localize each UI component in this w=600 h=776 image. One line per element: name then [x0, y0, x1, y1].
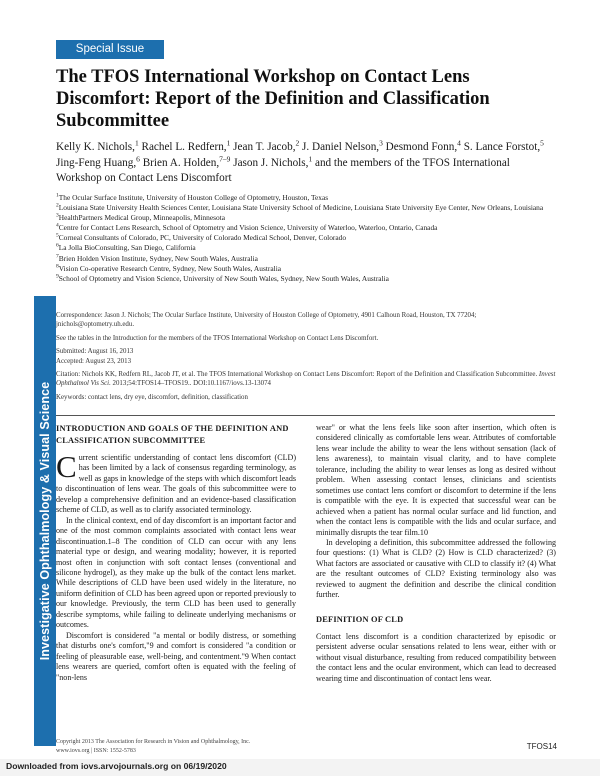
author-name: Jason J. Nichols, [230, 156, 309, 169]
affiliation-text: Vision Co-operative Research Centre, Sydney, New South Wales, Australia [58, 263, 282, 273]
affiliation-number: 5 [56, 232, 59, 239]
author-name: J. Daniel Nelson, [299, 141, 380, 153]
affiliation-item [56, 243, 556, 253]
affiliation-number: 3 [56, 212, 59, 219]
special-issue-badge: Special Issue [56, 40, 164, 59]
affiliation-text: Louisiana State University Health Sciences Center, Louisiana State University School of Medicine, Louisiana State University Eye Center, New Orleans, Louisiana [58, 203, 544, 213]
author-affil-mark: 5 [540, 138, 544, 148]
issn-line: www.iovs.org | ISSN: 1552-5783 [56, 747, 136, 754]
section-heading-definition: DEFINITION OF CLD [316, 614, 404, 624]
body-column-left [56, 423, 296, 683]
correspondence: Correspondence: Jason J. Nichols; The Ocular Surface Institute, University of Houston College of Optometry, 4901 Calhoun Road, Houston, TX 77204; jnichols@optometry.uh.edu. [56, 312, 477, 329]
affiliation-item [56, 274, 556, 284]
body-paragraph: wear" or what the lens feels like soon after insertion, which often is considered clinically as comfortable lens wear. Attributes of comfortable lens wear include the ability to wear the lens without sensation (lack of lens awareness), to maintain visual clarity, and to have complete tolerance, including the ability to wear lenses as long as desired without problem. When assessing contact lenses, clinicians and scientists sometimes use contact lens comfort or discomfort to determine if the lens is compatible with the eye. It is expected that successful wear can be achieved when a patient has normal ocular surface and lid function, and when the contact lens is compatible with the lids and ocular surface, and minimally disrupts the tear film.10 [316, 423, 556, 537]
authors-tail: and the members of the TFOS International Workshop on Contact Lens Discomfort [56, 156, 510, 184]
affiliation-text: Corneal Consultants of Colorado, PC, University of Colorado Medical School, Denver, Colorado [58, 233, 347, 243]
body-column-right [316, 423, 556, 684]
affiliation-text: School of Optometry and Vision Science, University of New South Wales, Sydney, New South Wales, Australia [58, 273, 389, 283]
citation-doi: 2013;54:TFOS14–TFOS19.. DOI:10.1167/iovs.13-13074 [110, 380, 271, 388]
author-affil-mark: 3 [379, 138, 383, 148]
author-list [56, 140, 556, 187]
body-paragraph [56, 449, 296, 516]
affiliation-item [56, 264, 556, 274]
drop-cap: C [56, 449, 77, 484]
copyright-line: Copyright 2013 The Association for Research in Vision and Ophthalmology, Inc. [56, 739, 251, 745]
author-affil-mark: 1 [134, 138, 139, 148]
affiliation-item [56, 233, 556, 243]
keywords: Keywords: contact lens, dry eye, discomfort, definition, classification [56, 393, 248, 401]
body-paragraph: Discomfort is considered "a mental or bodily distress, or something that disturbs one's comfort,"9 and comfort is considered "a condition or feeling of pleasurable ease, well-being, and contentment."9 When contact lens wearers are queried, comfort often is equated with the feeling of "non-lens [56, 630, 296, 682]
affiliations [56, 193, 556, 284]
affiliation-number: 9 [56, 273, 59, 280]
citation [56, 370, 556, 389]
affiliation-number: 8 [56, 263, 59, 270]
affiliation-number: 6 [56, 243, 59, 249]
affiliation-number: 4 [56, 222, 59, 229]
section-divider [56, 415, 555, 416]
author-name: Brien A. Holden, [139, 156, 220, 169]
author-name: Rachel L. Redfern, [138, 141, 227, 153]
journal-side-banner [34, 296, 56, 746]
submitted-date: Submitted: August 16, 2013 [56, 348, 134, 356]
affiliation-text: Brien Holden Vision Institute, Sydney, New South Wales, Australia [58, 253, 258, 263]
author-affil-mark: 4 [457, 138, 461, 148]
article-title: The TFOS International Workshop on Contact Lens Discomfort: Report of the Definition and Classification Subcommittee [56, 67, 490, 131]
article-metadata [56, 311, 556, 406]
author-name: Kelly K. Nichols, [56, 141, 135, 153]
affiliation-item [56, 223, 556, 233]
author-affil-mark: 6 [136, 153, 140, 163]
citation-journal: Invest Ophthalmol Vis Sci. [56, 371, 556, 388]
affiliation-number: 2 [56, 202, 59, 209]
journal-name-vertical: Investigative Ophthalmology & Visual Science [38, 381, 52, 661]
download-watermark-bar [0, 759, 600, 776]
affiliation-text: The Ocular Surface Institute, University of Houston College of Optometry, Houston, Texas [58, 193, 329, 202]
affiliation-number: 7 [56, 253, 59, 260]
author-affil-mark: 1 [226, 138, 231, 148]
author-name: Desmond Fonn, [382, 141, 458, 153]
author-name: S. Lance Forstot, [460, 141, 541, 153]
affiliation-text: La Jolla BioConsulting, San Diego, California [58, 243, 196, 253]
author-name: Jean T. Jacob, [230, 141, 296, 153]
affiliation-text: Centre for Contact Lens Research, School of Optometry and Vision Science, University of Waterloo, Waterloo, Ontario, Canada [58, 223, 438, 233]
author-affil-mark: 7–9 [219, 153, 231, 163]
body-paragraph: In developing a definition, this subcommittee addressed the following four questions: (1) What is CLD? (2) How is CLD characterized? (3) What factors are associated or causative with CLD to classify it? (4) What are the resultant outcomes of CLD? Existing terminology also was reviewed to augment the definition and describe the clinical condition further. [316, 537, 556, 600]
see-tables-note: See the tables in the Introduction for the members of the TFOS International Workshop on Contact Lens Discomfort. [56, 334, 379, 342]
page-number: TFOS14 [526, 742, 557, 751]
author-name: Jing-Feng Huang, [56, 156, 137, 169]
body-paragraph: In the clinical context, end of day discomfort is an important factor and one of the most common complaints associated with contact lens wear discontinuation.1–8 The condition of CLD can occur with any lens material type or design, and wearing modality; however, it is reported most often in conjunction with soft contact lenses (conventional and silicone hydrogel), as they make up the bulk of the contact lens market. While descriptions of CLD have been used widely in the literature, no uniform definition of CLD has been agreed upon or reported previously to our knowledge. Previously, the term CLD has been used to generally describe symptoms, while failing to delineate underlying mechanisms or outcomes. [56, 515, 296, 630]
paragraph-text: urrent scientific understanding of contact lens discomfort (CLD) has been limited by a lack of consensus regarding terminology, as well as gaps in knowledge of the steps with which discomfort leads to discontinuation of lens wear. The goals of this subcommittee were to develop a comprehensive definition and an evidence-based classification scheme of CLD, as well as to clarify associated terminology. [56, 453, 296, 515]
affiliation-item [56, 213, 556, 223]
affiliation-item [56, 193, 556, 203]
download-notice: Downloaded from iovs.arvojournals.org on 06/19/2020 [6, 761, 227, 771]
affiliation-text: HealthPartners Medical Group, Minneapolis, Minnesota [58, 213, 226, 223]
author-affil-mark: 2 [295, 138, 300, 148]
author-affil-mark: 1 [308, 153, 313, 163]
affiliation-item [56, 254, 556, 264]
accepted-date: Accepted: August 23, 2013 [56, 357, 132, 365]
affiliation-number: 1 [56, 192, 59, 199]
copyright-footer [56, 738, 356, 755]
affiliation-item [56, 203, 556, 213]
citation-text: Citation: Nichols KK, Redfern RL, Jacob JT, et al. The TFOS International Workshop on Contact Lens Discomfort: Report of the Definition and Classification Subcommittee. [56, 371, 539, 379]
section-heading-introduction: INTRODUCTION AND GOALS OF THE DEFINITION AND CLASSIFICATION SUBCOMMITTEE [56, 424, 289, 445]
body-paragraph: Contact lens discomfort is a condition characterized by episodic or persistent adverse ocular sensations related to lens wear, either with or without visual disturbance, resulting from reduced compatibility between the contact lens and the ocular environment, which can lead to decreased wearing time and discontinuation of contact lens wear. [316, 631, 556, 683]
